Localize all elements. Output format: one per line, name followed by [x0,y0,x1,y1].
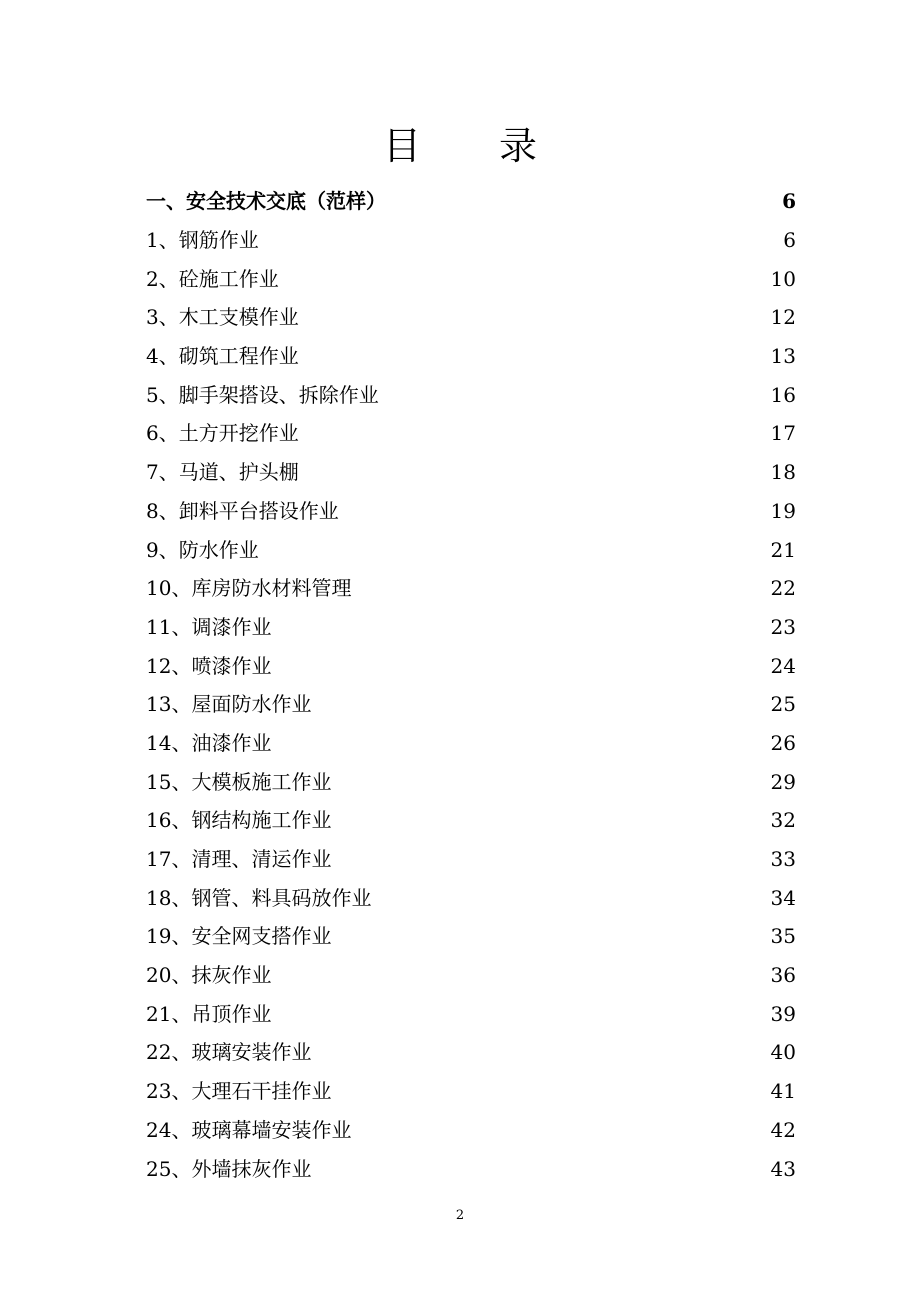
toc-item[interactable] [146,724,796,763]
toc-item-label: 5、脚手架搭设、拆除作业 [146,382,379,407]
toc-item[interactable] [146,569,796,608]
toc-item-label: 24、玻璃幕墙安装作业 [146,1117,352,1142]
toc-item[interactable] [146,1111,796,1150]
toc-item-label: 11、调漆作业 [146,614,272,639]
toc-item[interactable] [146,492,796,531]
toc-item-label: 20、抹灰作业 [146,963,272,988]
toc-item[interactable] [146,1072,796,1111]
toc-item-label: 12、喷漆作业 [146,653,272,678]
toc-item[interactable] [146,762,796,801]
toc-item-label: 1、钢筋作业 [146,228,259,253]
toc-item-label: 8、卸料平台搭设作业 [146,498,339,523]
toc-item-label: 9、防水作业 [146,537,259,562]
toc-item-page: 6 [783,228,796,253]
toc-item[interactable] [146,685,796,724]
toc-item-page: 26 [770,730,796,755]
toc-item-page: 35 [770,924,796,949]
toc-item[interactable] [146,259,796,298]
toc-item-page: 43 [770,1156,796,1181]
toc-item[interactable] [146,994,796,1033]
toc-item[interactable] [146,840,796,879]
toc-item-page: 36 [770,963,796,988]
toc-item[interactable] [146,337,796,376]
toc-item[interactable] [146,414,796,453]
toc-item-page: 13 [770,344,796,369]
toc-item[interactable] [146,878,796,917]
toc-item-label: 2、砼施工作业 [146,266,279,291]
toc-item-page: 10 [770,266,796,291]
toc-item-page: 29 [770,769,796,794]
toc-item-label: 22、玻璃安装作业 [146,1040,312,1065]
toc-item-page: 39 [770,1001,796,1026]
toc-item-label: 18、钢管、料具码放作业 [146,885,372,910]
toc-item-label: 3、木工支模作业 [146,305,299,330]
toc-item-label: 10、库房防水材料管理 [146,576,352,601]
toc-item-page: 21 [770,537,796,562]
toc-item-label: 7、马道、护头棚 [146,460,299,485]
toc-item[interactable] [146,453,796,492]
page-title: 目录 [382,124,615,168]
page-number: 2 [455,1208,465,1223]
toc-item[interactable] [146,530,796,569]
toc-section-page: 6 [782,189,796,214]
toc-item-page: 34 [770,885,796,910]
toc-item-label: 23、大理石干挂作业 [146,1079,332,1104]
toc-item-page: 42 [770,1117,796,1142]
toc-item-label: 19、安全网支搭作业 [146,924,332,949]
toc-item-label: 14、油漆作业 [146,730,272,755]
toc-item-page: 12 [770,305,796,330]
toc-item[interactable] [146,608,796,647]
toc-item-label: 21、吊顶作业 [146,1001,272,1026]
toc-item[interactable] [146,801,796,840]
toc-item[interactable] [146,646,796,685]
toc-item-page: 23 [770,614,796,639]
toc-item-page: 24 [770,653,796,678]
toc-section-row[interactable] [146,182,796,221]
toc-item[interactable] [146,221,796,260]
toc-item-page: 41 [770,1079,796,1104]
toc-item-page: 18 [770,460,796,485]
toc-item-page: 40 [770,1040,796,1065]
toc-item[interactable] [146,956,796,995]
toc-item-page: 25 [770,692,796,717]
toc-item-label: 13、屋面防水作业 [146,692,312,717]
toc-item[interactable] [146,1033,796,1072]
toc-item-page: 17 [770,421,796,446]
toc-item-page: 16 [770,382,796,407]
toc-item-label: 15、大模板施工作业 [146,769,332,794]
toc-item-label: 4、砌筑工程作业 [146,344,299,369]
toc-item[interactable] [146,1149,796,1188]
table-of-contents [146,182,796,1188]
toc-item-label: 25、外墙抹灰作业 [146,1156,312,1181]
toc-item-page: 33 [770,847,796,872]
toc-item-page: 22 [770,576,796,601]
toc-item[interactable] [146,298,796,337]
toc-item[interactable] [146,375,796,414]
toc-item-page: 32 [770,808,796,833]
toc-item-label: 17、清理、清运作业 [146,847,332,872]
toc-item-label: 6、土方开挖作业 [146,421,299,446]
toc-item[interactable] [146,917,796,956]
toc-item-page: 19 [770,498,796,523]
toc-item-label: 16、钢结构施工作业 [146,808,332,833]
toc-section-label: 一、安全技术交底（范样） [146,189,386,214]
